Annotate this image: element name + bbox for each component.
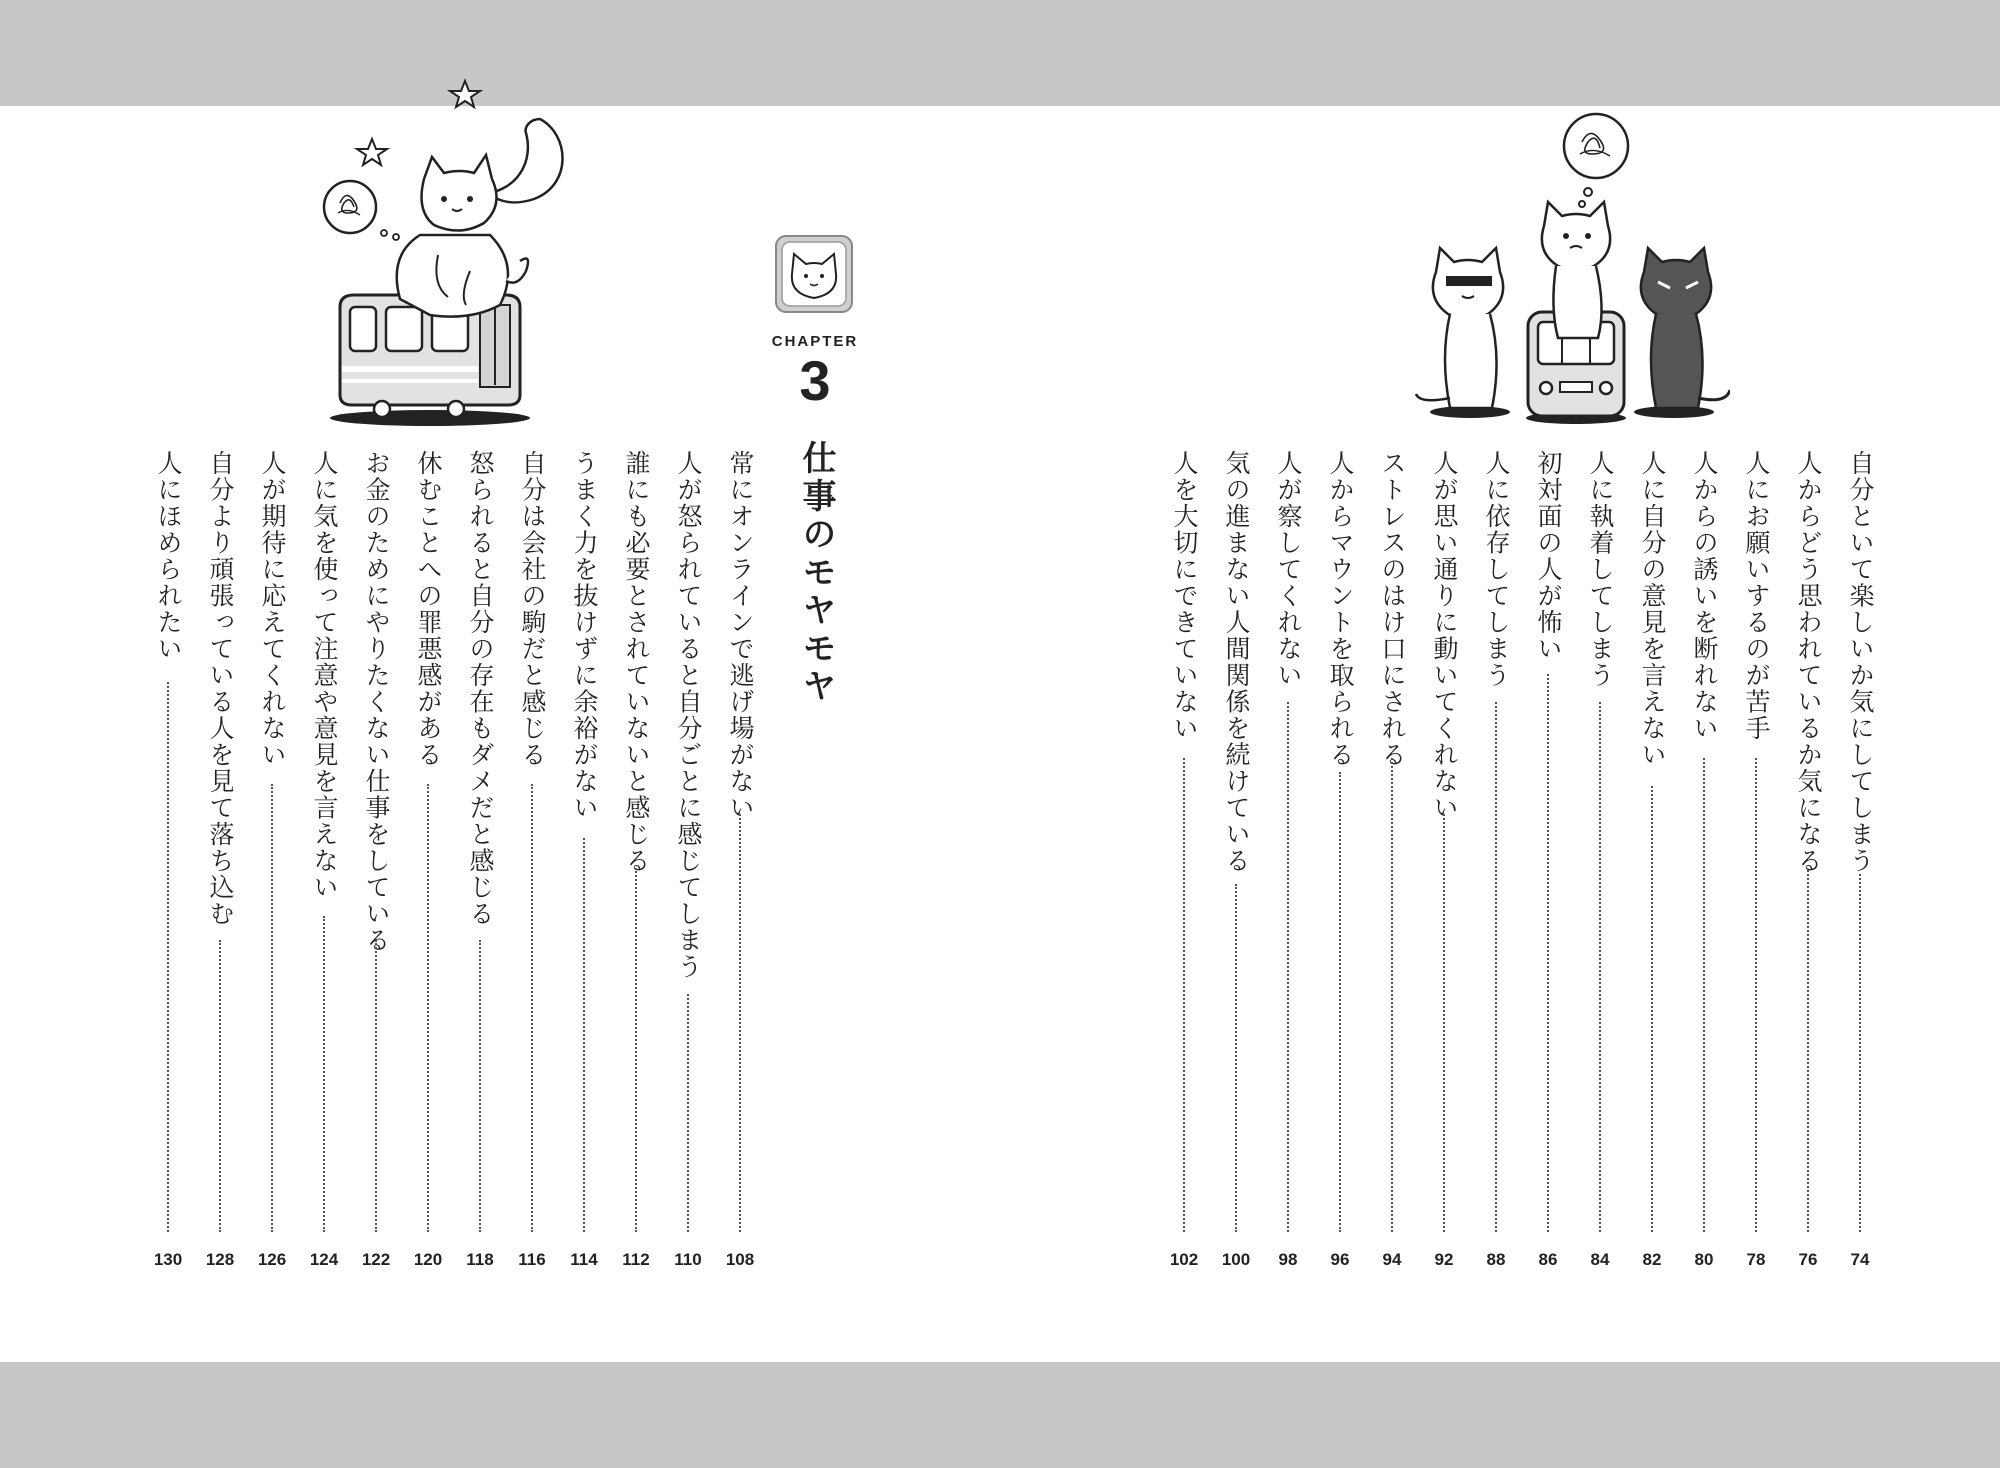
toc-entry-title: 休むことへの罪悪感がある (414, 450, 443, 768)
toc-entry-page: 86 (1538, 1250, 1558, 1269)
toc-entry-page: 114 (570, 1250, 598, 1269)
leader-dots (1859, 874, 1861, 1232)
toc-entry-page: 126 (257, 1250, 287, 1269)
leader-dots (687, 994, 689, 1232)
leader-dots (1443, 814, 1445, 1232)
toc-entry-title: 人にほめられたい (154, 450, 183, 662)
leader-dots (1391, 758, 1393, 1232)
toc-entry-page: 80 (1694, 1250, 1714, 1269)
cat-icon (1416, 248, 1503, 408)
toc-entry-page: 88 (1486, 1250, 1506, 1269)
toc-entry[interactable] (1530, 450, 1566, 1269)
chapter-title: 仕事のモヤモヤ (796, 440, 836, 706)
toc-entry-page: 102 (1169, 1250, 1199, 1269)
toc-entry-page: 84 (1590, 1250, 1610, 1269)
toc-entry-title: お金のためにやりたくない仕事をしている (362, 450, 391, 954)
toc-entry-title: 人に自分の意見を言えない (1638, 450, 1667, 768)
toc-entry[interactable] (1634, 450, 1670, 1269)
toc-entry[interactable] (358, 450, 394, 1269)
leader-dots (479, 940, 481, 1232)
toc-entry[interactable] (1270, 450, 1306, 1269)
toc-entry-title: 人が思い通りに動いてくれない (1430, 450, 1459, 821)
toc-entry[interactable] (1322, 450, 1358, 1269)
toc-entry-page: 98 (1278, 1250, 1298, 1269)
toc-entry[interactable] (1738, 450, 1774, 1269)
toc-entry-page: 112 (622, 1250, 650, 1269)
cat-icon (397, 155, 528, 317)
leader-dots (531, 784, 533, 1232)
toc-entry-title: 人に依存してしまう (1482, 450, 1511, 689)
toc-entry-page: 122 (361, 1250, 391, 1269)
leader-dots (1651, 786, 1653, 1232)
star-icon (450, 81, 480, 107)
toc-entry-title: 人に執着してしまう (1586, 450, 1615, 689)
toc-entry[interactable] (1478, 450, 1514, 1269)
toc-entry[interactable] (1582, 450, 1618, 1269)
leader-dots (427, 784, 429, 1232)
leader-dots (1599, 702, 1601, 1232)
toc-entry[interactable] (722, 450, 758, 1269)
leader-dots (1183, 758, 1185, 1232)
star-icon (357, 139, 387, 165)
dark-cat-icon (1641, 248, 1730, 408)
toc-entry[interactable] (462, 450, 498, 1269)
thought-bubble-icon (324, 181, 399, 240)
toc-entry[interactable] (254, 450, 290, 1269)
toc-entry-title: 怒られると自分の存在もダメだと感じる (466, 450, 495, 927)
toc-entry[interactable] (1218, 450, 1254, 1269)
toc-entry-page: 96 (1330, 1250, 1350, 1269)
toc-entry-page: 110 (674, 1250, 702, 1269)
leader-dots (1703, 758, 1705, 1232)
toc-entry-title: 初対面の人が怖い (1534, 450, 1563, 662)
toc-entry[interactable] (1166, 450, 1202, 1269)
toc-entry[interactable] (1842, 450, 1878, 1269)
toc-entry-page: 118 (466, 1250, 494, 1269)
thought-bubble-icon (1564, 114, 1628, 207)
leader-dots (323, 916, 325, 1232)
toc-entry[interactable] (1426, 450, 1462, 1269)
toc-entry-title: 自分といて楽しいか気にしてしまう (1846, 450, 1875, 874)
chapter-label: CHAPTER (771, 333, 859, 350)
toc-entry-page: 130 (153, 1250, 183, 1269)
leader-dots (635, 868, 637, 1232)
toc-entry-page: 92 (1434, 1250, 1454, 1269)
leader-dots (219, 940, 221, 1232)
leader-dots (1547, 674, 1549, 1232)
leader-dots (1339, 772, 1341, 1232)
toc-entry-page: 74 (1850, 1250, 1870, 1269)
toc-entry[interactable] (670, 450, 706, 1269)
toc-entry[interactable] (514, 450, 550, 1269)
toc-entry-page: 82 (1642, 1250, 1662, 1269)
moon-icon (488, 119, 563, 202)
toc-entry-page: 124 (309, 1250, 339, 1269)
toc-entry-page: 76 (1798, 1250, 1818, 1269)
cat-on-train-night-illustration (320, 75, 580, 435)
toc-entry-title: 人にお願いするのが苦手 (1742, 450, 1771, 742)
leader-dots (1235, 884, 1237, 1232)
toc-entry-title: 自分は会社の駒だと感じる (518, 450, 547, 768)
toc-entry-page: 120 (413, 1250, 443, 1269)
toc-entry-title: ストレスのはけ口にされる (1378, 450, 1407, 768)
toc-entry[interactable] (566, 450, 602, 1269)
toc-entry-title: 人が怒られていると自分ごとに感じてしまう (674, 450, 703, 980)
toc-entry-title: 人が察してくれない (1274, 450, 1303, 689)
toc-entry[interactable] (150, 450, 186, 1269)
leader-dots (583, 838, 585, 1232)
toc-entry-title: 人からどう思われているか気になる (1794, 450, 1823, 874)
leader-dots (375, 940, 377, 1232)
toc-entry-page: 108 (725, 1250, 755, 1269)
leader-dots (271, 784, 273, 1232)
toc-entry-page: 100 (1221, 1250, 1251, 1269)
toc-entry-page: 94 (1382, 1250, 1402, 1269)
toc-entry-title: 人からマウントを取られる (1326, 450, 1355, 768)
toc-entry[interactable] (1374, 450, 1410, 1269)
toc-entry[interactable] (306, 450, 342, 1269)
leader-dots (1495, 702, 1497, 1232)
toc-entry-title: 気の進まない人間関係を続けている (1222, 450, 1251, 874)
three-cats-train-illustration (1410, 108, 1730, 428)
leader-dots (1807, 870, 1809, 1232)
toc-entry-title: うまく力を抜けずに余裕がない (570, 450, 599, 821)
toc-entry-title: 人を大切にできていない (1170, 450, 1199, 742)
toc-entry-page: 128 (205, 1250, 235, 1269)
toc-entry[interactable] (1686, 450, 1722, 1269)
toc-entry[interactable] (1790, 450, 1826, 1269)
toc-entry-title: 人が期待に応えてくれない (258, 450, 287, 768)
toc-entry[interactable] (202, 450, 238, 1269)
toc-entry-page: 116 (518, 1250, 546, 1269)
leader-dots (167, 682, 169, 1232)
chapter-number: 3 (799, 349, 831, 412)
toc-entry-page: 78 (1746, 1250, 1766, 1269)
toc-entry[interactable] (410, 450, 446, 1269)
toc-entry-title: 自分より頑張っている人を見て落ち込む (206, 450, 235, 927)
toc-entry[interactable] (618, 450, 654, 1269)
leader-dots (739, 814, 741, 1232)
leader-dots (1287, 702, 1289, 1232)
toc-entry-title: 誰にも必要とされていないと感じる (622, 450, 651, 874)
leader-dots (1755, 758, 1757, 1232)
toc-entry-title: 人からの誘いを断れない (1690, 450, 1719, 742)
toc-entry-title: 人に気を使って注意や意見を言えない (310, 450, 339, 901)
toc-entry-title: 常にオンラインで逃げ場がない (726, 450, 755, 821)
cat-face-icon (774, 234, 854, 314)
